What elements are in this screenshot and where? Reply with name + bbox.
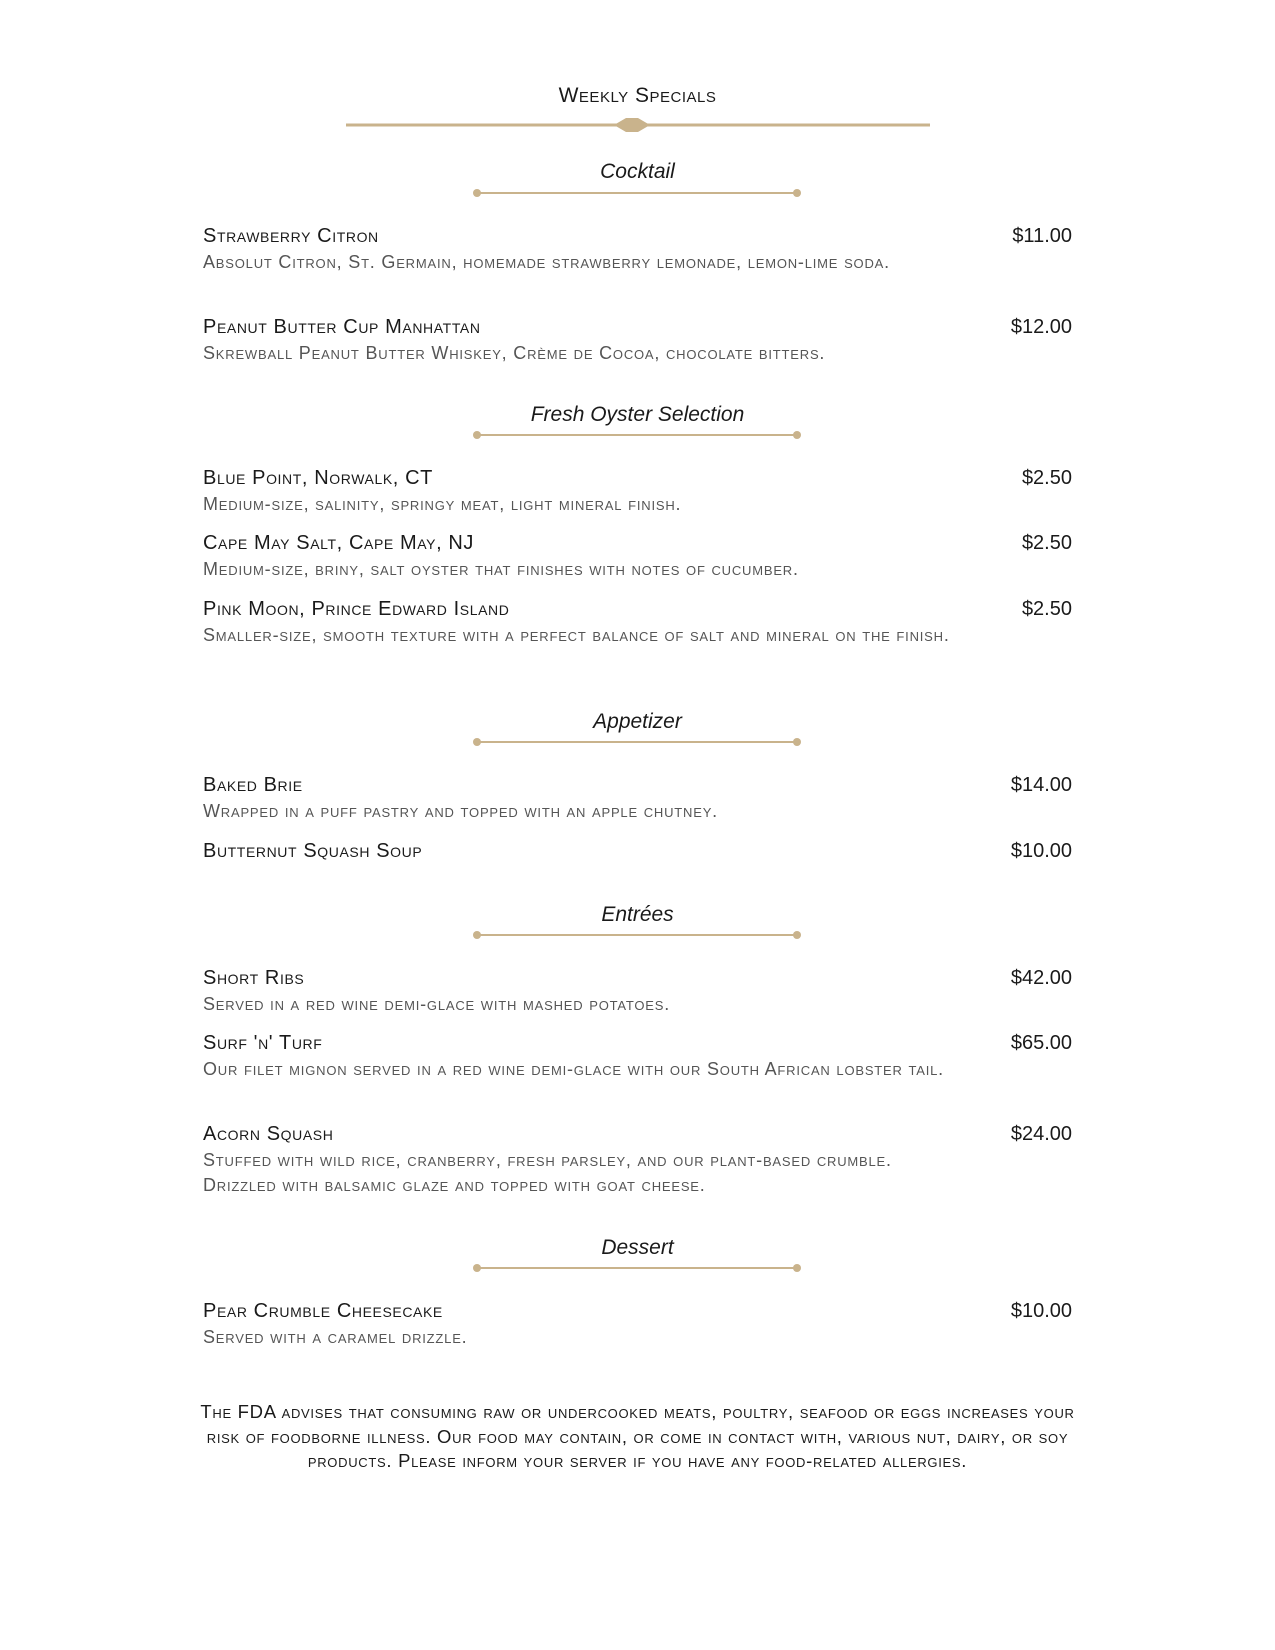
item-name: Strawberry Citron [203, 225, 379, 247]
item-name: Butternut Squash Soup [203, 840, 423, 862]
section-divider [472, 188, 802, 198]
section-title-dessert: Dessert [601, 1236, 674, 1259]
page-title: Weekly Specials [558, 84, 717, 107]
item-name: Peanut Butter Cup Manhattan [203, 316, 481, 338]
item-description: Our filet mignon served in a red wine demi-glace with our South African lobster tail. [203, 1059, 944, 1079]
item-name: Pear Crumble Cheesecake [203, 1300, 443, 1322]
item-price: $10.00 [1010, 1300, 1072, 1322]
section-title-entrees: Entrées [601, 903, 674, 926]
item-description: Served with a caramel drizzle. [203, 1327, 468, 1347]
item-description: Skrewball Peanut Butter Whiskey, Crème de Cocoa, chocolate bitters. [203, 343, 826, 363]
item-name: Short Ribs [203, 967, 305, 989]
item-description: Served in a red wine demi-glace with mashed potatoes. [203, 994, 671, 1014]
item-price: $42.00 [1010, 967, 1072, 989]
section-divider [472, 737, 802, 747]
item-name: Surf 'n' Turf [203, 1032, 323, 1054]
item-price: $2.50 [1021, 598, 1072, 620]
item-description: Medium-size, briny, salt oyster that finishes with notes of cucumber. [203, 559, 799, 579]
section-title-cocktail: Cocktail [600, 160, 675, 183]
title-divider-ornament [346, 118, 930, 134]
section-title-oysters: Fresh Oyster Selection [530, 403, 745, 426]
item-price: $10.00 [1010, 840, 1072, 862]
item-price: $24.00 [1010, 1123, 1072, 1145]
section-title-appetizer: Appetizer [593, 710, 682, 733]
item-price: $14.00 [1010, 774, 1072, 796]
item-description: Stuffed with wild rice, cranberry, fresh parsley, and our plant-based crumble. Drizzled with balsamic glaze and topped with goat cheese. [203, 1150, 892, 1195]
item-description: Medium-size, salinity, springy meat, light mineral finish. [203, 494, 682, 514]
item-price: $2.50 [1021, 467, 1072, 489]
item-name: Blue Point, Norwalk, CT [203, 467, 433, 489]
allergy-disclaimer: The FDA advises that consuming raw or undercooked meats, poultry, seafood or eggs increases your risk of foodborne illness. Our food may contain, or come in contact with, various nut, dairy, or soy products. Please inform your server if you have any food-related allergies. [200, 1401, 1075, 1471]
item-description: Absolut Citron, St. Germain, homemade strawberry lemonade, lemon-lime soda. [203, 252, 890, 272]
item-price: $11.00 [1012, 225, 1072, 247]
item-price: $2.50 [1021, 532, 1072, 554]
item-name: Baked Brie [203, 774, 303, 796]
section-divider [472, 930, 802, 940]
item-price: $12.00 [1010, 316, 1072, 338]
item-name: Acorn Squash [203, 1123, 334, 1145]
item-description: Smaller-size, smooth texture with a perfect balance of salt and mineral on the finish. [203, 625, 950, 645]
item-price: $65.00 [1010, 1032, 1072, 1054]
item-name: Pink Moon, Prince Edward Island [203, 598, 510, 620]
section-divider [472, 1263, 802, 1273]
item-description: Wrapped in a puff pastry and topped with an apple chutney. [203, 801, 718, 821]
item-name: Cape May Salt, Cape May, NJ [203, 532, 475, 554]
section-divider [472, 430, 802, 440]
